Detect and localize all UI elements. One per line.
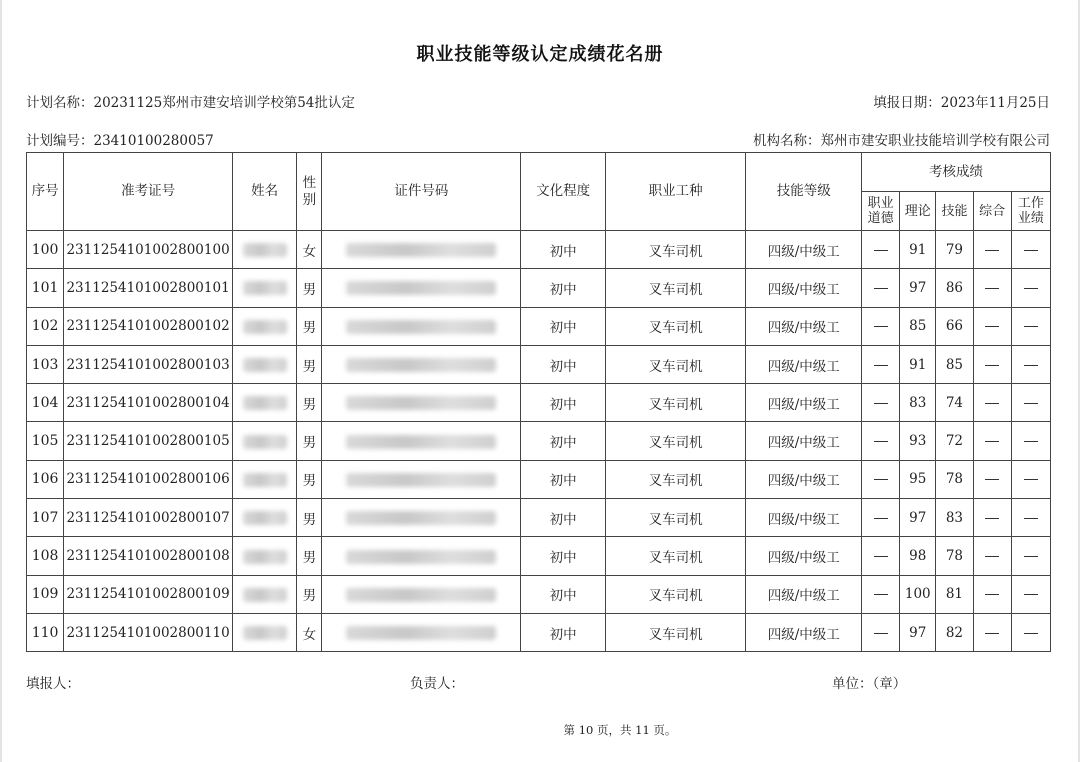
cell-theory: 98: [900, 537, 936, 575]
cell-id-redacted: [322, 269, 521, 307]
cell-id-redacted: [322, 613, 521, 651]
cell-seq: 109: [27, 575, 64, 613]
redaction-blur: [243, 588, 287, 602]
cell-name-redacted: [232, 231, 296, 269]
redaction-blur: [346, 281, 496, 295]
header-seq: 序号: [27, 153, 64, 231]
header-occupation: 职业工种: [605, 153, 746, 231]
plan-name: 计划名称：20231125郑州市建安培训学校第54批认定: [26, 95, 355, 111]
empty-dash: [985, 326, 999, 327]
cell-work: [1011, 422, 1050, 460]
cell-ticket: 2311254101002800101: [64, 269, 233, 307]
header-edu: 文化程度: [521, 153, 605, 231]
empty-dash: [874, 403, 888, 404]
cell-level: 四级/中级工: [746, 613, 862, 651]
cell-level: 四级/中级工: [746, 575, 862, 613]
cell-skill: 78: [936, 537, 973, 575]
redaction-blur: [346, 358, 496, 372]
cell-gender: 男: [297, 384, 322, 422]
cell-level: 四级/中级工: [746, 384, 862, 422]
cell-skill: 79: [936, 231, 973, 269]
cell-work: [1011, 384, 1050, 422]
cell-work: [1011, 231, 1050, 269]
cell-skill: 66: [936, 307, 973, 345]
cell-ethics: [862, 460, 900, 498]
cell-occupation: 叉车司机: [605, 345, 746, 383]
cell-id-redacted: [322, 422, 521, 460]
cell-overall: [973, 613, 1011, 651]
header-name: 姓名: [232, 153, 296, 231]
redaction-blur: [243, 473, 287, 487]
cell-gender: 男: [297, 537, 322, 575]
empty-dash: [874, 479, 888, 480]
table-row: [27, 231, 1051, 269]
empty-dash: [985, 479, 999, 480]
cell-id-redacted: [322, 499, 521, 537]
header-id: 证件号码: [322, 153, 521, 231]
redaction-blur: [243, 626, 287, 640]
cell-work: [1011, 575, 1050, 613]
redaction-blur: [346, 473, 496, 487]
cell-edu: 初中: [521, 231, 605, 269]
cell-theory: 91: [900, 345, 936, 383]
table-row: [27, 613, 1051, 651]
header-ethics: 职业道德: [862, 192, 900, 231]
redaction-blur: [346, 396, 496, 410]
empty-dash: [985, 441, 999, 442]
score-roster-table: [26, 152, 1051, 652]
cell-name-redacted: [232, 422, 296, 460]
cell-ticket: 2311254101002800106: [64, 460, 233, 498]
cell-ethics: [862, 422, 900, 460]
empty-dash: [985, 594, 999, 595]
cell-overall: [973, 231, 1011, 269]
cell-id-redacted: [322, 384, 521, 422]
cell-ethics: [862, 307, 900, 345]
redaction-blur: [243, 435, 287, 449]
cell-seq: 101: [27, 269, 64, 307]
cell-id-redacted: [322, 537, 521, 575]
page-title: 职业技能等级认定成绩花名册: [416, 44, 664, 65]
plan-number: 计划编号：23410100280057: [26, 133, 214, 149]
redaction-blur: [346, 626, 496, 640]
empty-dash: [1024, 326, 1038, 327]
cell-seq: 107: [27, 499, 64, 537]
cell-occupation: 叉车司机: [605, 231, 746, 269]
cell-overall: [973, 460, 1011, 498]
cell-skill: 82: [936, 613, 973, 651]
empty-dash: [874, 365, 888, 366]
header-work: 工作业绩: [1011, 192, 1050, 231]
cell-edu: 初中: [521, 422, 605, 460]
cell-ticket: 2311254101002800108: [64, 537, 233, 575]
cell-gender: 男: [297, 422, 322, 460]
cell-occupation: 叉车司机: [605, 499, 746, 537]
cell-seq: 103: [27, 345, 64, 383]
empty-dash: [1024, 556, 1038, 557]
cell-edu: 初中: [521, 613, 605, 651]
empty-dash: [874, 250, 888, 251]
cell-edu: 初中: [521, 345, 605, 383]
cell-skill: 74: [936, 384, 973, 422]
redaction-blur: [243, 396, 287, 410]
cell-ethics: [862, 613, 900, 651]
cell-skill: 72: [936, 422, 973, 460]
cell-skill: 81: [936, 575, 973, 613]
cell-ethics: [862, 537, 900, 575]
cell-overall: [973, 499, 1011, 537]
redaction-blur: [346, 320, 496, 334]
cell-skill: 83: [936, 499, 973, 537]
cell-occupation: 叉车司机: [605, 422, 746, 460]
cell-ticket: 2311254101002800104: [64, 384, 233, 422]
cell-edu: 初中: [521, 269, 605, 307]
redaction-blur: [346, 435, 496, 449]
empty-dash: [1024, 479, 1038, 480]
cell-id-redacted: [322, 307, 521, 345]
cell-theory: 93: [900, 422, 936, 460]
cell-name-redacted: [232, 537, 296, 575]
cell-gender: 女: [297, 613, 322, 651]
redaction-blur: [243, 243, 287, 257]
cell-overall: [973, 307, 1011, 345]
empty-dash: [985, 250, 999, 251]
table-row: [27, 499, 1051, 537]
redaction-blur: [243, 320, 287, 334]
header-level: 技能等级: [746, 153, 862, 231]
cell-edu: 初中: [521, 575, 605, 613]
empty-dash: [1024, 518, 1038, 519]
cell-work: [1011, 307, 1050, 345]
cell-ticket: 2311254101002800102: [64, 307, 233, 345]
cell-occupation: 叉车司机: [605, 575, 746, 613]
cell-work: [1011, 269, 1050, 307]
cell-ethics: [862, 575, 900, 613]
empty-dash: [874, 326, 888, 327]
cell-overall: [973, 537, 1011, 575]
cell-theory: 97: [900, 499, 936, 537]
cell-id-redacted: [322, 231, 521, 269]
cell-overall: [973, 575, 1011, 613]
header-theory: 理论: [900, 192, 936, 231]
cell-occupation: 叉车司机: [605, 269, 746, 307]
footer-unit: 单位：（章）: [832, 676, 907, 692]
empty-dash: [985, 633, 999, 634]
cell-ticket: 2311254101002800103: [64, 345, 233, 383]
cell-name-redacted: [232, 499, 296, 537]
cell-seq: 108: [27, 537, 64, 575]
table-row: [27, 307, 1051, 345]
empty-dash: [1024, 365, 1038, 366]
cell-seq: 106: [27, 460, 64, 498]
cell-id-redacted: [322, 575, 521, 613]
empty-dash: [1024, 403, 1038, 404]
cell-overall: [973, 422, 1011, 460]
table-row: [27, 269, 1051, 307]
cell-name-redacted: [232, 269, 296, 307]
cell-edu: 初中: [521, 307, 605, 345]
cell-overall: [973, 269, 1011, 307]
redaction-blur: [243, 511, 287, 525]
fill-date: 填报日期：2023年11月25日: [873, 95, 1050, 111]
cell-overall: [973, 384, 1011, 422]
cell-overall: [973, 345, 1011, 383]
cell-work: [1011, 499, 1050, 537]
cell-occupation: 叉车司机: [605, 307, 746, 345]
empty-dash: [1024, 441, 1038, 442]
cell-level: 四级/中级工: [746, 307, 862, 345]
cell-theory: 97: [900, 269, 936, 307]
cell-id-redacted: [322, 345, 521, 383]
cell-name-redacted: [232, 345, 296, 383]
cell-theory: 100: [900, 575, 936, 613]
empty-dash: [1024, 250, 1038, 251]
table-row: [27, 537, 1051, 575]
header-overall: 综合: [973, 192, 1011, 231]
redaction-blur: [346, 550, 496, 564]
empty-dash: [874, 556, 888, 557]
table-row: [27, 575, 1051, 613]
redaction-blur: [346, 588, 496, 602]
cell-ethics: [862, 384, 900, 422]
cell-ethics: [862, 499, 900, 537]
redaction-blur: [243, 358, 287, 372]
cell-seq: 100: [27, 231, 64, 269]
footer-filler: 填报人：: [26, 676, 80, 692]
cell-work: [1011, 537, 1050, 575]
cell-seq: 110: [27, 613, 64, 651]
cell-work: [1011, 613, 1050, 651]
empty-dash: [985, 556, 999, 557]
cell-ethics: [862, 345, 900, 383]
cell-name-redacted: [232, 575, 296, 613]
table-row: [27, 460, 1051, 498]
cell-seq: 104: [27, 384, 64, 422]
cell-ticket: 2311254101002800109: [64, 575, 233, 613]
empty-dash: [985, 365, 999, 366]
cell-level: 四级/中级工: [746, 231, 862, 269]
redaction-blur: [243, 550, 287, 564]
cell-seq: 102: [27, 307, 64, 345]
cell-level: 四级/中级工: [746, 269, 862, 307]
cell-edu: 初中: [521, 384, 605, 422]
cell-level: 四级/中级工: [746, 345, 862, 383]
cell-edu: 初中: [521, 537, 605, 575]
header-scores: 考核成绩: [862, 153, 1051, 192]
empty-dash: [874, 518, 888, 519]
header-gender: 性别: [297, 153, 322, 231]
cell-work: [1011, 345, 1050, 383]
empty-dash: [985, 403, 999, 404]
cell-gender: 男: [297, 307, 322, 345]
cell-occupation: 叉车司机: [605, 537, 746, 575]
cell-name-redacted: [232, 613, 296, 651]
cell-name-redacted: [232, 384, 296, 422]
cell-gender: 女: [297, 231, 322, 269]
cell-level: 四级/中级工: [746, 460, 862, 498]
cell-ethics: [862, 269, 900, 307]
cell-skill: 85: [936, 345, 973, 383]
page-indicator: 第 10 页，共 11 页。: [563, 723, 677, 737]
cell-ticket: 2311254101002800107: [64, 499, 233, 537]
empty-dash: [874, 633, 888, 634]
cell-id-redacted: [322, 460, 521, 498]
empty-dash: [985, 518, 999, 519]
cell-theory: 91: [900, 231, 936, 269]
cell-ticket: 2311254101002800105: [64, 422, 233, 460]
cell-edu: 初中: [521, 499, 605, 537]
cell-work: [1011, 460, 1050, 498]
cell-gender: 男: [297, 460, 322, 498]
footer-responsible: 负责人：: [410, 676, 464, 692]
cell-ethics: [862, 231, 900, 269]
cell-level: 四级/中级工: [746, 422, 862, 460]
empty-dash: [874, 441, 888, 442]
empty-dash: [1024, 594, 1038, 595]
cell-skill: 86: [936, 269, 973, 307]
header-ticket: 准考证号: [64, 153, 233, 231]
redaction-blur: [346, 511, 496, 525]
table-row: [27, 384, 1051, 422]
empty-dash: [874, 594, 888, 595]
cell-seq: 105: [27, 422, 64, 460]
cell-level: 四级/中级工: [746, 499, 862, 537]
cell-ticket: 2311254101002800110: [64, 613, 233, 651]
table-row: [27, 422, 1051, 460]
cell-occupation: 叉车司机: [605, 613, 746, 651]
cell-gender: 男: [297, 499, 322, 537]
cell-skill: 78: [936, 460, 973, 498]
cell-theory: 83: [900, 384, 936, 422]
cell-level: 四级/中级工: [746, 537, 862, 575]
cell-theory: 97: [900, 613, 936, 651]
empty-dash: [1024, 633, 1038, 634]
empty-dash: [874, 288, 888, 289]
cell-theory: 85: [900, 307, 936, 345]
empty-dash: [1024, 288, 1038, 289]
redaction-blur: [243, 281, 287, 295]
cell-theory: 95: [900, 460, 936, 498]
org-name: 机构名称：郑州市建安职业技能培训学校有限公司: [753, 133, 1050, 149]
cell-occupation: 叉车司机: [605, 460, 746, 498]
cell-gender: 男: [297, 269, 322, 307]
cell-name-redacted: [232, 307, 296, 345]
empty-dash: [985, 288, 999, 289]
cell-name-redacted: [232, 460, 296, 498]
cell-ticket: 2311254101002800100: [64, 231, 233, 269]
cell-edu: 初中: [521, 460, 605, 498]
table-row: [27, 345, 1051, 383]
cell-occupation: 叉车司机: [605, 384, 746, 422]
header-skill: 技能: [936, 192, 973, 231]
redaction-blur: [346, 243, 496, 257]
cell-gender: 男: [297, 345, 322, 383]
cell-gender: 男: [297, 575, 322, 613]
